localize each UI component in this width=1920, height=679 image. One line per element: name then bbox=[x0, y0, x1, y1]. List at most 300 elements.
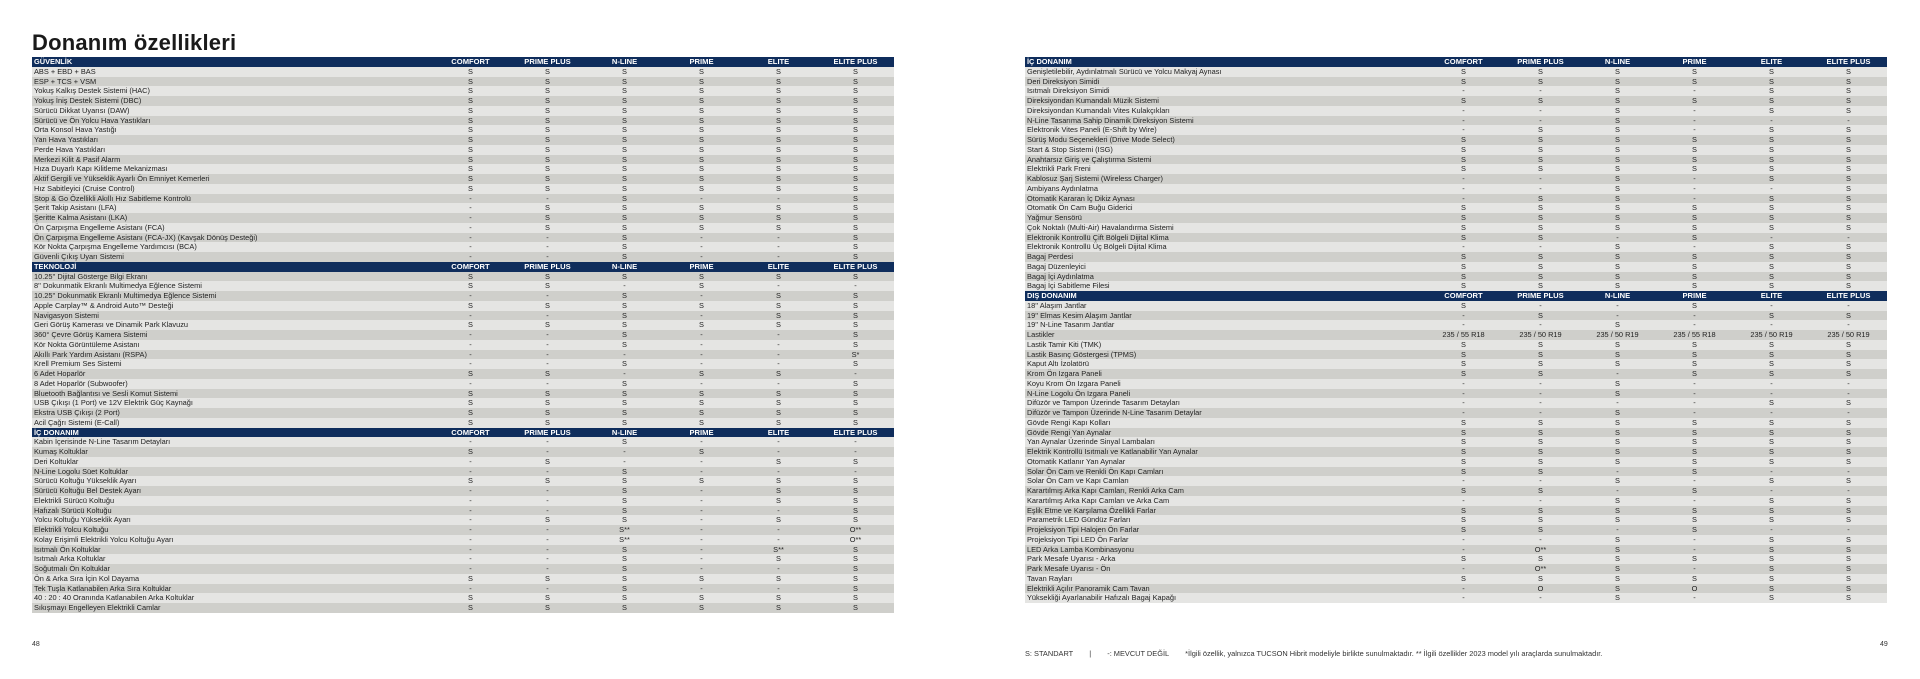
feature-value: - bbox=[1425, 408, 1502, 418]
feature-value: - bbox=[1656, 320, 1733, 330]
table-row bbox=[32, 350, 894, 360]
feature-value: - bbox=[663, 194, 740, 204]
feature-value: S bbox=[663, 369, 740, 379]
feature-value: - bbox=[663, 311, 740, 321]
feature-value: - bbox=[432, 379, 509, 389]
feature-value: S bbox=[740, 164, 817, 174]
table-row bbox=[32, 164, 894, 174]
feature-value: S bbox=[817, 272, 894, 282]
feature-value: - bbox=[432, 330, 509, 340]
table-row bbox=[1025, 506, 1887, 516]
feature-value: - bbox=[740, 252, 817, 262]
feature-name: Hafızalı Sürücü Koltuğu bbox=[32, 506, 432, 516]
feature-name: Elektronik Vites Paneli (E-Shift by Wire) bbox=[1025, 125, 1425, 135]
feature-value: S bbox=[663, 574, 740, 584]
feature-value: S bbox=[1425, 428, 1502, 438]
feature-value: - bbox=[1810, 116, 1887, 126]
feature-value: - bbox=[1733, 301, 1810, 311]
table-row bbox=[1025, 545, 1887, 555]
feature-value: S bbox=[817, 213, 894, 223]
feature-value: S bbox=[663, 223, 740, 233]
feature-value: S bbox=[1733, 593, 1810, 603]
feature-value: - bbox=[1425, 174, 1502, 184]
table-row bbox=[1025, 535, 1887, 545]
feature-value: - bbox=[432, 359, 509, 369]
feature-value: S bbox=[817, 145, 894, 155]
table-row bbox=[1025, 359, 1887, 369]
feature-value: S bbox=[1579, 67, 1656, 77]
feature-value: S bbox=[1733, 311, 1810, 321]
feature-value: S bbox=[586, 340, 663, 350]
feature-value: - bbox=[1425, 496, 1502, 506]
feature-value: S* bbox=[817, 350, 894, 360]
feature-name: Isıtmalı Direksiyon Simidi bbox=[1025, 86, 1425, 96]
feature-value: S bbox=[1579, 155, 1656, 165]
feature-value: - bbox=[817, 437, 894, 447]
feature-name: Anahtarsız Giriş ve Çalıştırma Sistemi bbox=[1025, 155, 1425, 165]
feature-value: S bbox=[1502, 233, 1579, 243]
table-row bbox=[32, 554, 894, 564]
feature-value: S bbox=[1656, 554, 1733, 564]
feature-value: S bbox=[663, 145, 740, 155]
feature-value: S bbox=[509, 223, 586, 233]
feature-value: S bbox=[586, 164, 663, 174]
feature-value: - bbox=[432, 194, 509, 204]
feature-value: - bbox=[586, 281, 663, 291]
table-row bbox=[32, 311, 894, 321]
feature-value: - bbox=[1810, 379, 1887, 389]
feature-name: Direksiyondan Kumandalı Müzik Sistemi bbox=[1025, 96, 1425, 106]
feature-name: USB Çıkışı (1 Port) ve 12V Elektrik Güç Kaynağı bbox=[32, 398, 432, 408]
feature-value: - bbox=[1733, 233, 1810, 243]
feature-value: - bbox=[1425, 194, 1502, 204]
spec-table bbox=[1025, 57, 1887, 603]
feature-value: S bbox=[1733, 340, 1810, 350]
feature-value: S bbox=[509, 77, 586, 87]
feature-value: S bbox=[509, 125, 586, 135]
feature-value: - bbox=[1502, 593, 1579, 603]
feature-value: - bbox=[663, 515, 740, 525]
feature-value: - bbox=[663, 330, 740, 340]
table-row bbox=[1025, 515, 1887, 525]
column-header: ELITE bbox=[740, 262, 817, 272]
feature-value: S bbox=[1810, 476, 1887, 486]
feature-value: 235 / 50 R19 bbox=[1579, 330, 1656, 340]
table-row bbox=[32, 389, 894, 399]
feature-value: S bbox=[817, 174, 894, 184]
feature-name: 19'' N-Line Tasarım Jantlar bbox=[1025, 320, 1425, 330]
table-row bbox=[32, 291, 894, 301]
feature-value: S bbox=[1502, 457, 1579, 467]
feature-value: - bbox=[1425, 398, 1502, 408]
feature-value: S bbox=[817, 584, 894, 594]
feature-value: S bbox=[1502, 135, 1579, 145]
feature-value: S bbox=[432, 418, 509, 428]
feature-value: S bbox=[1502, 515, 1579, 525]
feature-value: S bbox=[817, 67, 894, 77]
feature-name: 360° Çevre Görüş Kamera Sistemi bbox=[32, 330, 432, 340]
feature-value: S bbox=[1502, 574, 1579, 584]
feature-name: 8 Adet Hoparlör (Subwoofer) bbox=[32, 379, 432, 389]
feature-value: S bbox=[1810, 174, 1887, 184]
feature-value: S bbox=[509, 67, 586, 77]
feature-name: Start & Stop Sistemi (ISG) bbox=[1025, 145, 1425, 155]
feature-value: - bbox=[1579, 525, 1656, 535]
feature-value: S bbox=[1425, 418, 1502, 428]
table-row bbox=[1025, 447, 1887, 457]
feature-value: - bbox=[432, 203, 509, 213]
feature-name: Projeksiyon Tipi LED Ön Farlar bbox=[1025, 535, 1425, 545]
feature-value: S bbox=[1733, 135, 1810, 145]
feature-value: S bbox=[817, 320, 894, 330]
feature-value: S bbox=[817, 203, 894, 213]
feature-value: S bbox=[817, 564, 894, 574]
feature-value: - bbox=[663, 379, 740, 389]
feature-value: - bbox=[1656, 242, 1733, 252]
feature-value: - bbox=[1425, 389, 1502, 399]
feature-value: S bbox=[1502, 145, 1579, 155]
table-row bbox=[1025, 262, 1887, 272]
feature-name: Yan Aynalar Üzerinde Sinyal Lambaları bbox=[1025, 437, 1425, 447]
column-header: PRIME bbox=[663, 57, 740, 67]
feature-value: - bbox=[1425, 86, 1502, 96]
feature-value: S bbox=[586, 486, 663, 496]
feature-value: S bbox=[1425, 213, 1502, 223]
feature-value: S bbox=[432, 86, 509, 96]
feature-value: S bbox=[1579, 506, 1656, 516]
feature-value: - bbox=[432, 437, 509, 447]
feature-value: - bbox=[1733, 379, 1810, 389]
feature-value: - bbox=[1733, 467, 1810, 477]
feature-name: 18'' Alaşım Jantlar bbox=[1025, 301, 1425, 311]
feature-value: - bbox=[1502, 496, 1579, 506]
table-row bbox=[32, 359, 894, 369]
feature-value: S bbox=[1733, 584, 1810, 594]
table-row bbox=[1025, 496, 1887, 506]
column-header: COMFORT bbox=[432, 262, 509, 272]
feature-value: - bbox=[1733, 320, 1810, 330]
feature-value: S bbox=[1579, 272, 1656, 282]
feature-value: - bbox=[509, 564, 586, 574]
feature-value: S bbox=[1810, 164, 1887, 174]
feature-value: S bbox=[663, 135, 740, 145]
feature-value: S bbox=[1810, 340, 1887, 350]
feature-value: S bbox=[1502, 213, 1579, 223]
feature-value: S bbox=[586, 291, 663, 301]
feature-value: S bbox=[1579, 116, 1656, 126]
feature-value: S bbox=[817, 408, 894, 418]
feature-value: S bbox=[1810, 272, 1887, 282]
feature-value: S bbox=[586, 223, 663, 233]
feature-value: 235 / 50 R19 bbox=[1733, 330, 1810, 340]
feature-value: - bbox=[1656, 408, 1733, 418]
feature-value: S bbox=[1810, 223, 1887, 233]
feature-value: S bbox=[817, 506, 894, 516]
feature-value: S bbox=[1733, 398, 1810, 408]
feature-name: Kör Nokta Çarpışma Engelleme Yardımcısı (BCA) bbox=[32, 242, 432, 252]
feature-value: S bbox=[1656, 96, 1733, 106]
table-row bbox=[1025, 574, 1887, 584]
feature-value: - bbox=[1810, 525, 1887, 535]
feature-name: Elektrikli Sürücü Koltuğu bbox=[32, 496, 432, 506]
feature-value: S bbox=[1656, 281, 1733, 291]
feature-value: S bbox=[817, 603, 894, 613]
feature-value: S bbox=[817, 106, 894, 116]
feature-value: S bbox=[663, 184, 740, 194]
table-row bbox=[32, 242, 894, 252]
feature-value: S bbox=[1425, 340, 1502, 350]
table-row bbox=[1025, 418, 1887, 428]
feature-value: - bbox=[1656, 379, 1733, 389]
feature-value: - bbox=[817, 447, 894, 457]
feature-value: S bbox=[1733, 535, 1810, 545]
feature-value: S bbox=[1579, 320, 1656, 330]
feature-value: - bbox=[740, 437, 817, 447]
feature-value: - bbox=[1502, 242, 1579, 252]
feature-value: - bbox=[1656, 564, 1733, 574]
feature-value: S bbox=[1733, 96, 1810, 106]
table-row bbox=[1025, 379, 1887, 389]
feature-name: Tavan Rayları bbox=[1025, 574, 1425, 584]
feature-value: S bbox=[432, 77, 509, 87]
feature-value: S bbox=[1425, 369, 1502, 379]
feature-name: Isıtmalı Ön Koltuklar bbox=[32, 545, 432, 555]
feature-value: S bbox=[817, 184, 894, 194]
feature-value: S bbox=[586, 408, 663, 418]
feature-name: Kolay Erişimli Elektrikli Yolcu Koltuğu Ayarı bbox=[32, 535, 432, 545]
feature-value: S bbox=[1579, 457, 1656, 467]
feature-value: S bbox=[817, 116, 894, 126]
feature-value: S bbox=[663, 116, 740, 126]
feature-value: - bbox=[740, 350, 817, 360]
feature-value: S bbox=[586, 389, 663, 399]
feature-value: S bbox=[1502, 359, 1579, 369]
column-header: COMFORT bbox=[432, 57, 509, 67]
feature-value: S bbox=[1579, 242, 1656, 252]
feature-value: S bbox=[740, 223, 817, 233]
feature-value: S bbox=[1579, 86, 1656, 96]
feature-value: - bbox=[663, 486, 740, 496]
feature-value: - bbox=[1425, 125, 1502, 135]
feature-value: S bbox=[1733, 457, 1810, 467]
feature-value: - bbox=[1579, 369, 1656, 379]
feature-value: S bbox=[1733, 554, 1810, 564]
table-row bbox=[32, 593, 894, 603]
feature-value: - bbox=[432, 223, 509, 233]
feature-value: S bbox=[509, 476, 586, 486]
feature-value: S bbox=[1810, 369, 1887, 379]
feature-value: S bbox=[663, 125, 740, 135]
feature-value: - bbox=[740, 233, 817, 243]
feature-value: S bbox=[817, 457, 894, 467]
feature-value: - bbox=[1502, 116, 1579, 126]
table-row bbox=[1025, 223, 1887, 233]
table-row bbox=[32, 467, 894, 477]
feature-value: - bbox=[663, 535, 740, 545]
feature-name: Lastik Basınç Göstergesi (TPMS) bbox=[1025, 350, 1425, 360]
feature-value: S bbox=[1656, 350, 1733, 360]
feature-value: S bbox=[586, 252, 663, 262]
feature-value: S bbox=[1502, 77, 1579, 87]
feature-value: S bbox=[432, 106, 509, 116]
table-row bbox=[1025, 330, 1887, 340]
feature-value: S bbox=[509, 408, 586, 418]
feature-value: S bbox=[1579, 447, 1656, 457]
table-row bbox=[32, 457, 894, 467]
table-row bbox=[32, 447, 894, 457]
feature-value: O bbox=[1656, 584, 1733, 594]
feature-value: S bbox=[1425, 223, 1502, 233]
feature-value: S bbox=[1733, 145, 1810, 155]
feature-value: - bbox=[1425, 584, 1502, 594]
feature-value: - bbox=[1579, 486, 1656, 496]
feature-name: ESP + TCS + VSM bbox=[32, 77, 432, 87]
feature-value: S bbox=[1579, 223, 1656, 233]
feature-value: S bbox=[740, 155, 817, 165]
feature-value: S bbox=[817, 96, 894, 106]
feature-name: Yağmur Sensörü bbox=[1025, 213, 1425, 223]
feature-value: S bbox=[1579, 574, 1656, 584]
feature-value: S bbox=[509, 457, 586, 467]
table-row bbox=[1025, 164, 1887, 174]
feature-value: S bbox=[740, 486, 817, 496]
feature-value: S bbox=[1810, 447, 1887, 457]
table-row bbox=[1025, 77, 1887, 87]
feature-value: S bbox=[1502, 437, 1579, 447]
feature-value: S bbox=[509, 398, 586, 408]
feature-value: - bbox=[817, 467, 894, 477]
feature-value: S bbox=[1733, 203, 1810, 213]
table-row bbox=[32, 184, 894, 194]
feature-value: S bbox=[509, 281, 586, 291]
feature-name: Projeksiyon Tipi Halojen Ön Farlar bbox=[1025, 525, 1425, 535]
feature-value: S bbox=[1579, 203, 1656, 213]
feature-value: - bbox=[1656, 116, 1733, 126]
column-header: ELITE PLUS bbox=[1810, 291, 1887, 301]
feature-value: S bbox=[1579, 77, 1656, 87]
feature-value: - bbox=[663, 496, 740, 506]
feature-value: - bbox=[432, 584, 509, 594]
feature-value: - bbox=[663, 467, 740, 477]
feature-value: - bbox=[1425, 116, 1502, 126]
feature-value: S bbox=[586, 145, 663, 155]
feature-value: S bbox=[1810, 496, 1887, 506]
feature-value: - bbox=[1810, 408, 1887, 418]
feature-name: ABS + EBD + BAS bbox=[32, 67, 432, 77]
feature-value: S bbox=[740, 106, 817, 116]
feature-value: S bbox=[1656, 359, 1733, 369]
feature-value: S bbox=[586, 320, 663, 330]
feature-value: S bbox=[586, 184, 663, 194]
column-header: PRIME bbox=[663, 428, 740, 438]
table-row bbox=[32, 379, 894, 389]
feature-value: S bbox=[740, 389, 817, 399]
feature-value: S bbox=[1656, 467, 1733, 477]
feature-name: Apple Carplay™ & Android Auto™ Desteği bbox=[32, 301, 432, 311]
table-row bbox=[32, 203, 894, 213]
column-header: N-LINE bbox=[586, 262, 663, 272]
column-header: N-LINE bbox=[586, 57, 663, 67]
feature-value: S bbox=[1733, 67, 1810, 77]
feature-value: S bbox=[663, 272, 740, 282]
feature-value: S bbox=[1502, 164, 1579, 174]
feature-value: S bbox=[1810, 125, 1887, 135]
feature-value: - bbox=[509, 242, 586, 252]
feature-value: - bbox=[740, 506, 817, 516]
section-title: TEKNOLOJİ bbox=[32, 262, 432, 272]
feature-name: Akıllı Park Yardım Asistanı (RSPA) bbox=[32, 350, 432, 360]
table-row bbox=[32, 125, 894, 135]
feature-value: S bbox=[1579, 359, 1656, 369]
feature-value: S bbox=[586, 77, 663, 87]
column-header: N-LINE bbox=[1579, 291, 1656, 301]
feature-value: S bbox=[1733, 262, 1810, 272]
feature-value: S bbox=[586, 574, 663, 584]
feature-value: S bbox=[1733, 447, 1810, 457]
feature-value: S bbox=[1502, 467, 1579, 477]
feature-value: S bbox=[1733, 418, 1810, 428]
page-number-left: 48 bbox=[32, 641, 40, 648]
feature-value: S bbox=[1656, 135, 1733, 145]
feature-value: - bbox=[509, 340, 586, 350]
table-row bbox=[1025, 174, 1887, 184]
table-row bbox=[1025, 213, 1887, 223]
feature-value: O** bbox=[1502, 545, 1579, 555]
feature-value: - bbox=[432, 545, 509, 555]
feature-value: S bbox=[663, 389, 740, 399]
feature-value: - bbox=[1425, 184, 1502, 194]
feature-value: S bbox=[586, 506, 663, 516]
feature-value: S bbox=[509, 184, 586, 194]
feature-value: - bbox=[1810, 320, 1887, 330]
feature-value: S bbox=[586, 554, 663, 564]
feature-value: S bbox=[1733, 350, 1810, 360]
table-row bbox=[32, 252, 894, 262]
feature-value: S bbox=[1502, 223, 1579, 233]
feature-name: Lastik Tamir Kiti (TMK) bbox=[1025, 340, 1425, 350]
feature-value: S bbox=[432, 574, 509, 584]
feature-value: S bbox=[1810, 515, 1887, 525]
section-header bbox=[32, 57, 894, 67]
feature-name: Hıza Duyarlı Kapı Kilitleme Mekanizması bbox=[32, 164, 432, 174]
feature-value: - bbox=[817, 369, 894, 379]
feature-value: S bbox=[1579, 379, 1656, 389]
feature-name: Sürücü Dikkat Uyarısı (DAW) bbox=[32, 106, 432, 116]
feature-value: S bbox=[586, 359, 663, 369]
table-row bbox=[32, 515, 894, 525]
feature-name: Isıtmalı Arka Koltuklar bbox=[32, 554, 432, 564]
feature-value: - bbox=[1579, 311, 1656, 321]
feature-value: S bbox=[1425, 145, 1502, 155]
feature-value: S bbox=[817, 77, 894, 87]
feature-value: S bbox=[817, 155, 894, 165]
feature-value: - bbox=[432, 467, 509, 477]
feature-value: S bbox=[1656, 77, 1733, 87]
feature-value: - bbox=[432, 525, 509, 535]
feature-value: S bbox=[740, 515, 817, 525]
feature-value: S bbox=[1579, 145, 1656, 155]
table-row bbox=[1025, 106, 1887, 116]
feature-value: - bbox=[509, 233, 586, 243]
feature-value: S bbox=[1579, 515, 1656, 525]
feature-value: - bbox=[740, 525, 817, 535]
feature-value: S bbox=[1810, 418, 1887, 428]
table-row bbox=[1025, 398, 1887, 408]
table-row bbox=[1025, 584, 1887, 594]
feature-value: S bbox=[1425, 554, 1502, 564]
feature-value: S bbox=[663, 86, 740, 96]
feature-value: - bbox=[1656, 535, 1733, 545]
